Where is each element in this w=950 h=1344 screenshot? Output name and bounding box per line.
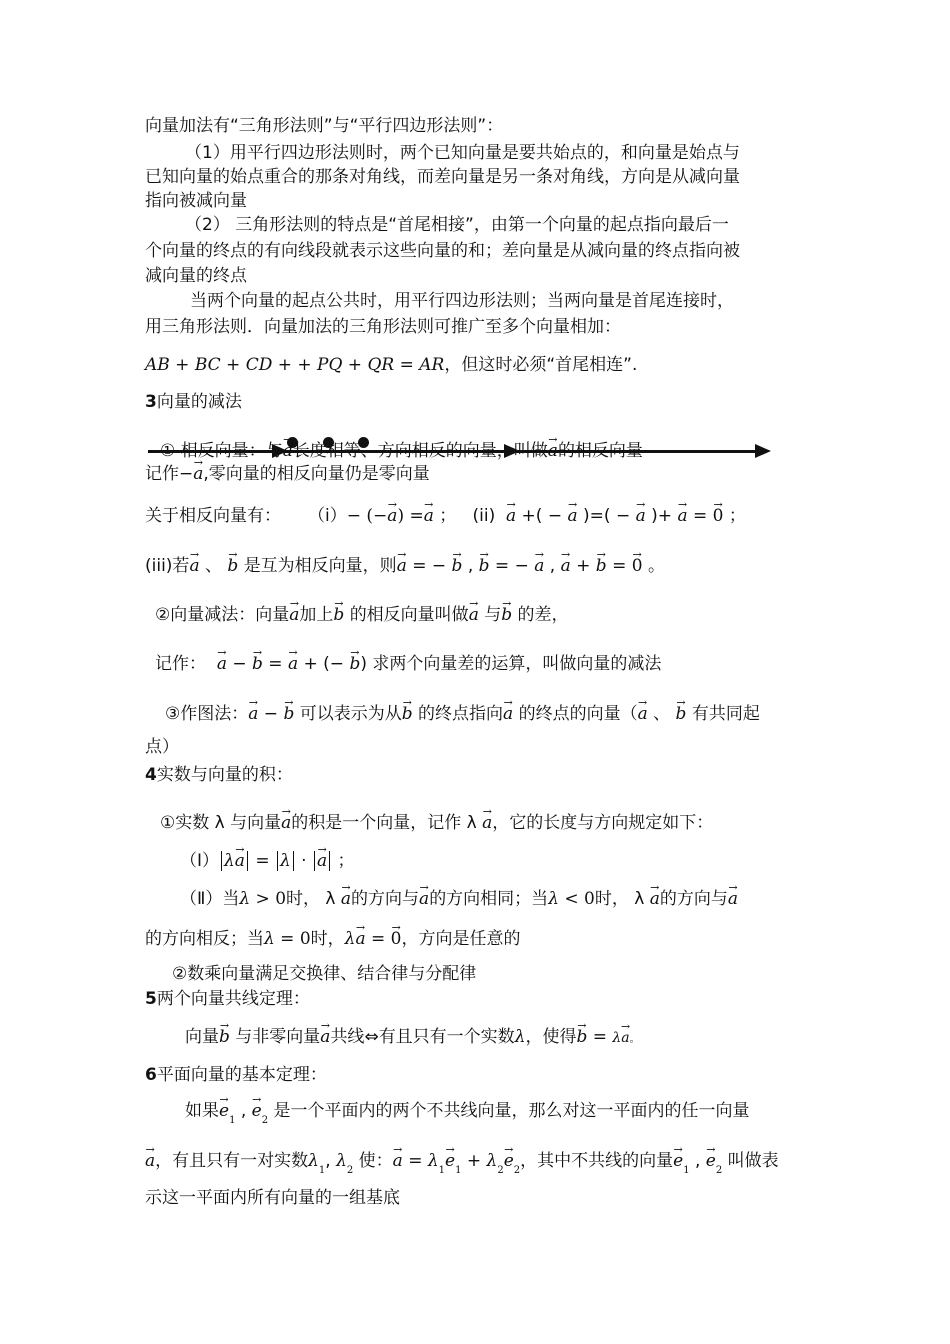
text: 时， λ (594, 889, 645, 909)
vector-b: → b (452, 555, 463, 577)
text: 向量 (185, 1027, 219, 1047)
text: (ii) (472, 506, 496, 526)
text: ，它的长度与方向规定如下： (492, 813, 714, 833)
s6-theorem-3 (145, 1187, 400, 1209)
vector-e1: → e (445, 1150, 455, 1172)
text: 时， (310, 929, 345, 949)
section-number: 4 (145, 765, 157, 785)
vector-a: → a (638, 703, 648, 725)
vector-a: → a (281, 812, 291, 834)
s4-direction-rule: （Ⅱ）当λ > 0时， λ → a的方向与→ a的方向相同；当λ < 0时， λ → a的方向与→ a (180, 888, 738, 910)
text: 的方向相反；当 (145, 929, 264, 949)
text: 的终点的向量（ (518, 704, 638, 724)
s3-drawing-method-end (145, 736, 179, 758)
text: 记作： (155, 654, 206, 674)
vector-a: → a (503, 703, 513, 725)
s3-relation-iii-line: (iii)若→ a 、 → b 是互为相反向量，则→ a = − → b , → b = − → a , → a + → b = → 0 。 (145, 555, 665, 577)
vector-a: → a (469, 604, 479, 626)
text: (iii)若 (145, 556, 190, 576)
text: 的相反向量叫做 (349, 605, 469, 625)
vector-a: → a (248, 703, 258, 725)
paragraph-parallelogram-1 (185, 142, 740, 164)
paragraph-addition-rules (145, 115, 503, 137)
text: ①实数 λ 与向量 (160, 813, 282, 833)
text: 使： (358, 1151, 393, 1171)
vector-zero: → 0 (713, 505, 724, 527)
vector-b: → b (676, 703, 687, 725)
decor-arrow-head (755, 444, 771, 458)
vector-a: → a (561, 555, 571, 577)
paragraph-summary-2 (145, 316, 621, 338)
vector-a: → a (506, 505, 516, 527)
text: 记作 (145, 464, 179, 484)
vector-b: → b (479, 555, 490, 577)
section-6-heading (145, 1064, 327, 1086)
section-title: 实数与向量的积： (156, 765, 293, 785)
vector-e2: → e (252, 1100, 262, 1122)
paragraph-triangle-1 (185, 214, 729, 236)
text: 共线 (330, 1027, 365, 1047)
s4-length-rule: （Ⅰ） λ→ a = λ · → a ； (180, 850, 355, 872)
text: 指向被减向量 (145, 191, 247, 211)
vector-e2: → e (706, 1150, 716, 1172)
text: 可以表示为从 (299, 704, 402, 724)
text: 与非零向量 (235, 1027, 321, 1047)
vector-a: → a (482, 812, 492, 834)
text: （i） (308, 506, 347, 526)
text: 的方向与 (351, 889, 420, 909)
vector-a: → a (145, 1150, 155, 1172)
paragraph-triangle-2 (145, 240, 740, 262)
paragraph-parallelogram-3 (145, 190, 247, 212)
s3-opposite-vector-line (160, 440, 643, 462)
vector-zero: → 0 (391, 928, 402, 950)
text: 与 (484, 605, 502, 625)
vector-a: → a (317, 850, 327, 872)
vector-a: → a (235, 850, 245, 872)
text: ②向量减法：向量 (155, 605, 290, 625)
vector-b: → b (227, 555, 238, 577)
text: 的相反向量 (557, 441, 643, 461)
vector-a: → a (320, 1026, 330, 1048)
text: 的差， (517, 605, 569, 625)
text: 的方向与 (659, 889, 728, 909)
vector-b: → b (333, 604, 344, 626)
s4-scalar-def (160, 812, 713, 834)
s6-theorem-2: → a，有且只有一对实数$\lambda_1$, $\lambda_2$ 使：→ $a = \lambda_1\to e_1 + \lambda_2\to e_2$，其中不共线的向量→ $e_1$ , → $e_2$ 叫做表 (145, 1150, 779, 1182)
text: ，使得 (525, 1027, 577, 1047)
vector-b: → b (501, 604, 512, 626)
vector-a: → a (193, 463, 203, 485)
vector-e1: → e (219, 1100, 229, 1122)
text: ，方向是任意的 (401, 929, 521, 949)
text: ③作图法： (165, 704, 249, 724)
text: （2） 三角形法则的特点是“首尾相接”，由第一个向量的起点指向最后一 (185, 215, 729, 235)
text: ，其中不共线的向量 (520, 1151, 674, 1171)
vector-e2: → e (504, 1150, 514, 1172)
formula-chain: AB + BC + CD + + PQ + QR = AR (145, 355, 445, 375)
text: ②数乘向量满足交换律、结合律与分配律 (172, 964, 477, 984)
vector-a: → a (189, 555, 199, 577)
text: 是互为相反向量，则 (243, 556, 397, 576)
text: 点） (145, 737, 179, 757)
s6-theorem-1: 如果→ $e_1$ , → $e_2$ 是一个平面内的两个不共线向量，那么对这一平面内的任一向量 (185, 1100, 750, 1132)
text: 是一个平面内的两个不共线向量，那么对这一平面内的任一向量 (273, 1101, 750, 1121)
vector-b: → b (283, 703, 294, 725)
section-title: 两个向量共线定理： (156, 989, 310, 1009)
text: 关于相反向量有： (145, 506, 281, 526)
formula-line (145, 354, 637, 376)
text: 如果 (185, 1101, 219, 1121)
vector-b: → b (219, 1026, 230, 1048)
vector-a: → a (424, 505, 434, 527)
text: 已知向量的始点重合的那条对角线，而差向量是另一条对角线，方向是从减向量 (145, 167, 740, 187)
vector-b: → b (596, 555, 607, 577)
vector-b: → b (402, 703, 413, 725)
vector-zero: → 0 (632, 555, 643, 577)
vector-a: → a (419, 888, 429, 910)
section-5-heading (145, 988, 310, 1010)
section-number: 5 (145, 989, 157, 1009)
text: 长度相等、方向相反的向量，叫做 (292, 441, 548, 461)
text: ,零向量的相反向量仍是零向量 (203, 464, 430, 484)
vector-a: → a (650, 888, 660, 910)
vector-a: → a (393, 1150, 403, 1172)
text: 有且只有一个实数 (378, 1027, 515, 1047)
s3-notation: 记作： → a − → b = → a + (− → b) 求两个向量差的运算，叫做向量的减法 (155, 653, 661, 675)
paragraph-summary-1 (190, 290, 734, 312)
text: ① 相反向量：与 (160, 441, 283, 461)
vector-a: → a (288, 653, 298, 675)
text: 的方向相同；当 (429, 889, 549, 909)
text: 叫做表 (727, 1151, 779, 1171)
text: 求两个向量差的运算，叫做向量的减法 (372, 654, 662, 674)
text: 的终点指向 (418, 704, 504, 724)
text: （1）用平行四边形法则时，两个已知向量是要共始点的，和向量是始点与 (185, 143, 740, 163)
text: （Ⅰ） (180, 851, 220, 871)
paragraph-parallelogram-2 (145, 166, 740, 188)
text: 用三角形法则．向量加法的三角形法则可推广至多个向量相加： (145, 317, 621, 337)
section-title: 平面向量的基本定理： (156, 1065, 327, 1085)
vector-a: → a (677, 505, 687, 527)
vector-a: → a (397, 555, 407, 577)
s3-drawing-method: ③作图法：→ a − → b 可以表示为从→ b 的终点指向→ a 的终点的向量（→ a 、 → b 有共同起 (165, 703, 760, 725)
text: 示这一平面内所有向量的一组基底 (145, 1188, 400, 1208)
text: 当两个向量的起点公共时，用平行四边形法则；当两向量是首尾连接时， (190, 291, 734, 311)
iff-symbol: ⇔ (364, 1027, 379, 1047)
text: 减向量的终点 (145, 266, 247, 286)
text: ，有且只有一对实数 (155, 1151, 309, 1171)
vector-a: → a (728, 888, 738, 910)
vector-a: → a (217, 653, 227, 675)
vector-a: → a (568, 505, 578, 527)
vector-a: → a (636, 505, 646, 527)
section-number: 6 (145, 1065, 157, 1085)
section-3-heading (145, 391, 242, 413)
section-number: 3 (145, 392, 157, 412)
s3-relations-line: 关于相反向量有： （i）− (−→ a) =→ a ； (ii) → a +( − → a )=( − → a )+ → a = → 0 ； (145, 505, 746, 527)
text: 向量加法有“三角形法则”与“平行四边形法则”： (145, 116, 504, 136)
vector-a: → a (621, 1027, 629, 1049)
paragraph-triangle-3 (145, 265, 247, 287)
s3-subtraction-def (155, 604, 569, 626)
text: 时， λ (286, 889, 336, 909)
vector-b: → b (576, 1026, 587, 1048)
vector-a: → a (548, 440, 558, 462)
s4-direction-rule-2: 的方向相反；当λ = 0时，λ→ a = → 0，方向是任意的 (145, 928, 520, 950)
vector-b: → b (349, 653, 360, 675)
s3-notation-line: 记作−→ a,零向量的相反向量仍是零向量 (145, 463, 430, 485)
text: 个向量的终点的有向线段就表示这些向量的和；差向量是从减向量的终点指向被 (145, 241, 740, 261)
vector-b: → b (252, 653, 263, 675)
vector-a: → a (283, 440, 293, 462)
vector-a: → a (289, 604, 299, 626)
s4-laws (172, 963, 476, 985)
vector-e1: → e (673, 1150, 683, 1172)
section-4-heading (145, 764, 293, 786)
formula-note: ，但这时必须“首尾相连”. (444, 355, 638, 375)
text: 有共同起 (691, 704, 760, 724)
vector-a: → a (355, 928, 365, 950)
vector-a: → a (387, 505, 397, 527)
s5-theorem: 向量→ b 与非零向量→ a共线⇔有且只有一个实数λ，使得→ b = λ→ a。 (185, 1026, 640, 1051)
text: 的积是一个向量，记作 λ (291, 813, 477, 833)
text: （Ⅱ）当 (180, 889, 240, 909)
vector-a: → a (534, 555, 544, 577)
text: 加上 (299, 605, 334, 625)
vector-a: → a (341, 888, 351, 910)
section-title: 向量的减法 (156, 392, 242, 412)
